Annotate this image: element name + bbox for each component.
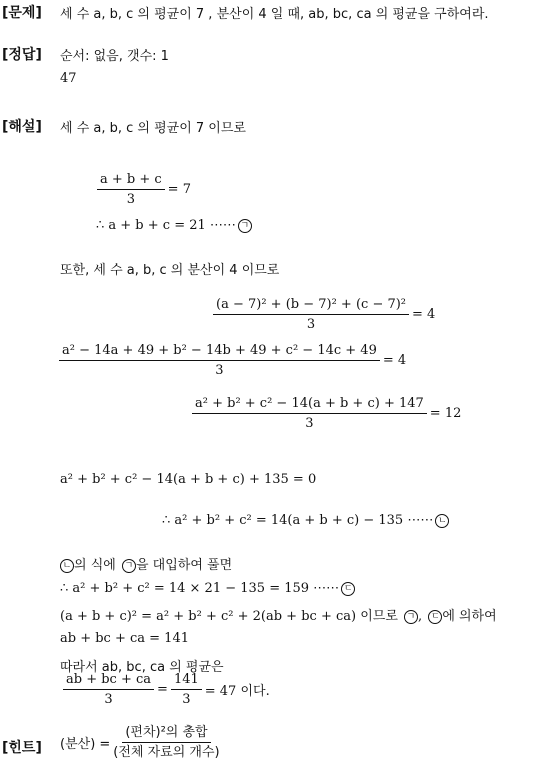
numerator: 141: [171, 672, 202, 690]
circled-mark-3: ㄷ: [341, 582, 355, 596]
circled-mark-ref: ㄴ: [60, 559, 74, 573]
equation-mean: [94, 172, 191, 207]
rhs: = 4: [382, 353, 407, 368]
equation-141: ab + bc + ca = 141: [60, 631, 189, 646]
denominator: (전체 자료의 개수): [113, 745, 220, 760]
numerator: a² + b² + c² − 14(a + b + c) + 147: [192, 396, 427, 414]
fraction: [59, 343, 380, 378]
numerator: a² − 14a + 49 + b² − 14b + 49 + c² − 14c + 49: [59, 343, 380, 361]
equation-text: (a + b + c)² = a² + b² + c² + 2(ab + bc + ca) 이므로: [60, 609, 398, 624]
denominator: 3: [305, 416, 314, 431]
lhs: (분산) =: [60, 737, 111, 752]
problem-text: 세 수 a, b, c 의 평균이 7 , 분산이 4 일 때, ab, bc, ca 의 평균을 구하여라.: [60, 7, 489, 22]
denominator: 3: [182, 692, 191, 707]
denominator: 3: [306, 317, 316, 332]
equation-expanded: [56, 343, 406, 378]
numerator: a + b + c: [97, 172, 165, 190]
variance-intro: 또한, 세 수 a, b, c 의 분산이 4 이므로: [60, 263, 280, 278]
equals: =: [157, 682, 168, 697]
equation-squares: [162, 513, 449, 528]
text: 에 의하여: [442, 609, 497, 624]
equation-identity: [60, 605, 497, 624]
circled-mark-ref: ㄱ: [404, 610, 418, 624]
solution-intro: 세 수 a, b, c 의 평균이 7 이므로: [60, 121, 246, 136]
equation-text: ∴ a + b + c = 21 ⋯⋯: [96, 218, 236, 233]
equation-grouped: [189, 396, 461, 431]
numerator: (편차)²의 총합: [122, 725, 210, 743]
fraction: [113, 725, 219, 760]
circled-mark-2: ㄴ: [435, 514, 449, 528]
solution-tag: [해설]: [2, 119, 42, 135]
denominator: 3: [215, 363, 224, 378]
rhs: = 7: [167, 182, 191, 197]
equation-zero: a² + b² + c² − 14(a + b + c) + 135 = 0: [60, 472, 317, 487]
problem-tag: [문제]: [2, 5, 42, 21]
equation-text: ∴ a² + b² + c² = 14(a + b + c) − 135 ⋯⋯: [162, 513, 434, 528]
fraction: [97, 172, 165, 207]
rhs: = 12: [429, 406, 462, 421]
denominator: 3: [126, 192, 135, 207]
hint-tag: [힌트]: [2, 740, 42, 756]
numerator: ab + bc + ca: [63, 672, 154, 690]
text: 의 식에: [74, 558, 116, 573]
separator: ,: [418, 609, 423, 624]
substitution-line: [60, 554, 232, 573]
circled-mark-ref: ㄱ: [122, 559, 136, 573]
text: 을 대입하여 풀면: [135, 558, 233, 573]
fraction: [213, 297, 409, 332]
fraction: [171, 672, 202, 707]
equation-159: [60, 581, 355, 596]
hint-formula: [60, 725, 223, 760]
fraction: [192, 396, 427, 431]
fraction: [63, 672, 154, 707]
equation-sum: [96, 218, 252, 233]
equation-text: ∴ a² + b² + c² = 14 × 21 − 135 = 159 ⋯⋯: [60, 581, 340, 596]
equation-variance: [210, 297, 435, 332]
circled-mark-ref: ㄷ: [428, 610, 442, 624]
circled-mark-1: ㄱ: [238, 219, 252, 233]
answer-value: 47: [60, 71, 77, 86]
conclusion-line: 따라서 ab, bc, ca 의 평균은: [60, 660, 224, 675]
numerator: (a − 7)² + (b − 7)² + (c − 7)²: [213, 297, 409, 315]
rhs: = 47 이다.: [204, 684, 270, 699]
rhs: = 4: [412, 307, 436, 322]
answer-line-1: 순서: 없음, 갯수: 1: [60, 49, 169, 64]
answer-tag: [정답]: [2, 47, 42, 63]
equation-final: [60, 672, 270, 707]
denominator: 3: [104, 692, 113, 707]
